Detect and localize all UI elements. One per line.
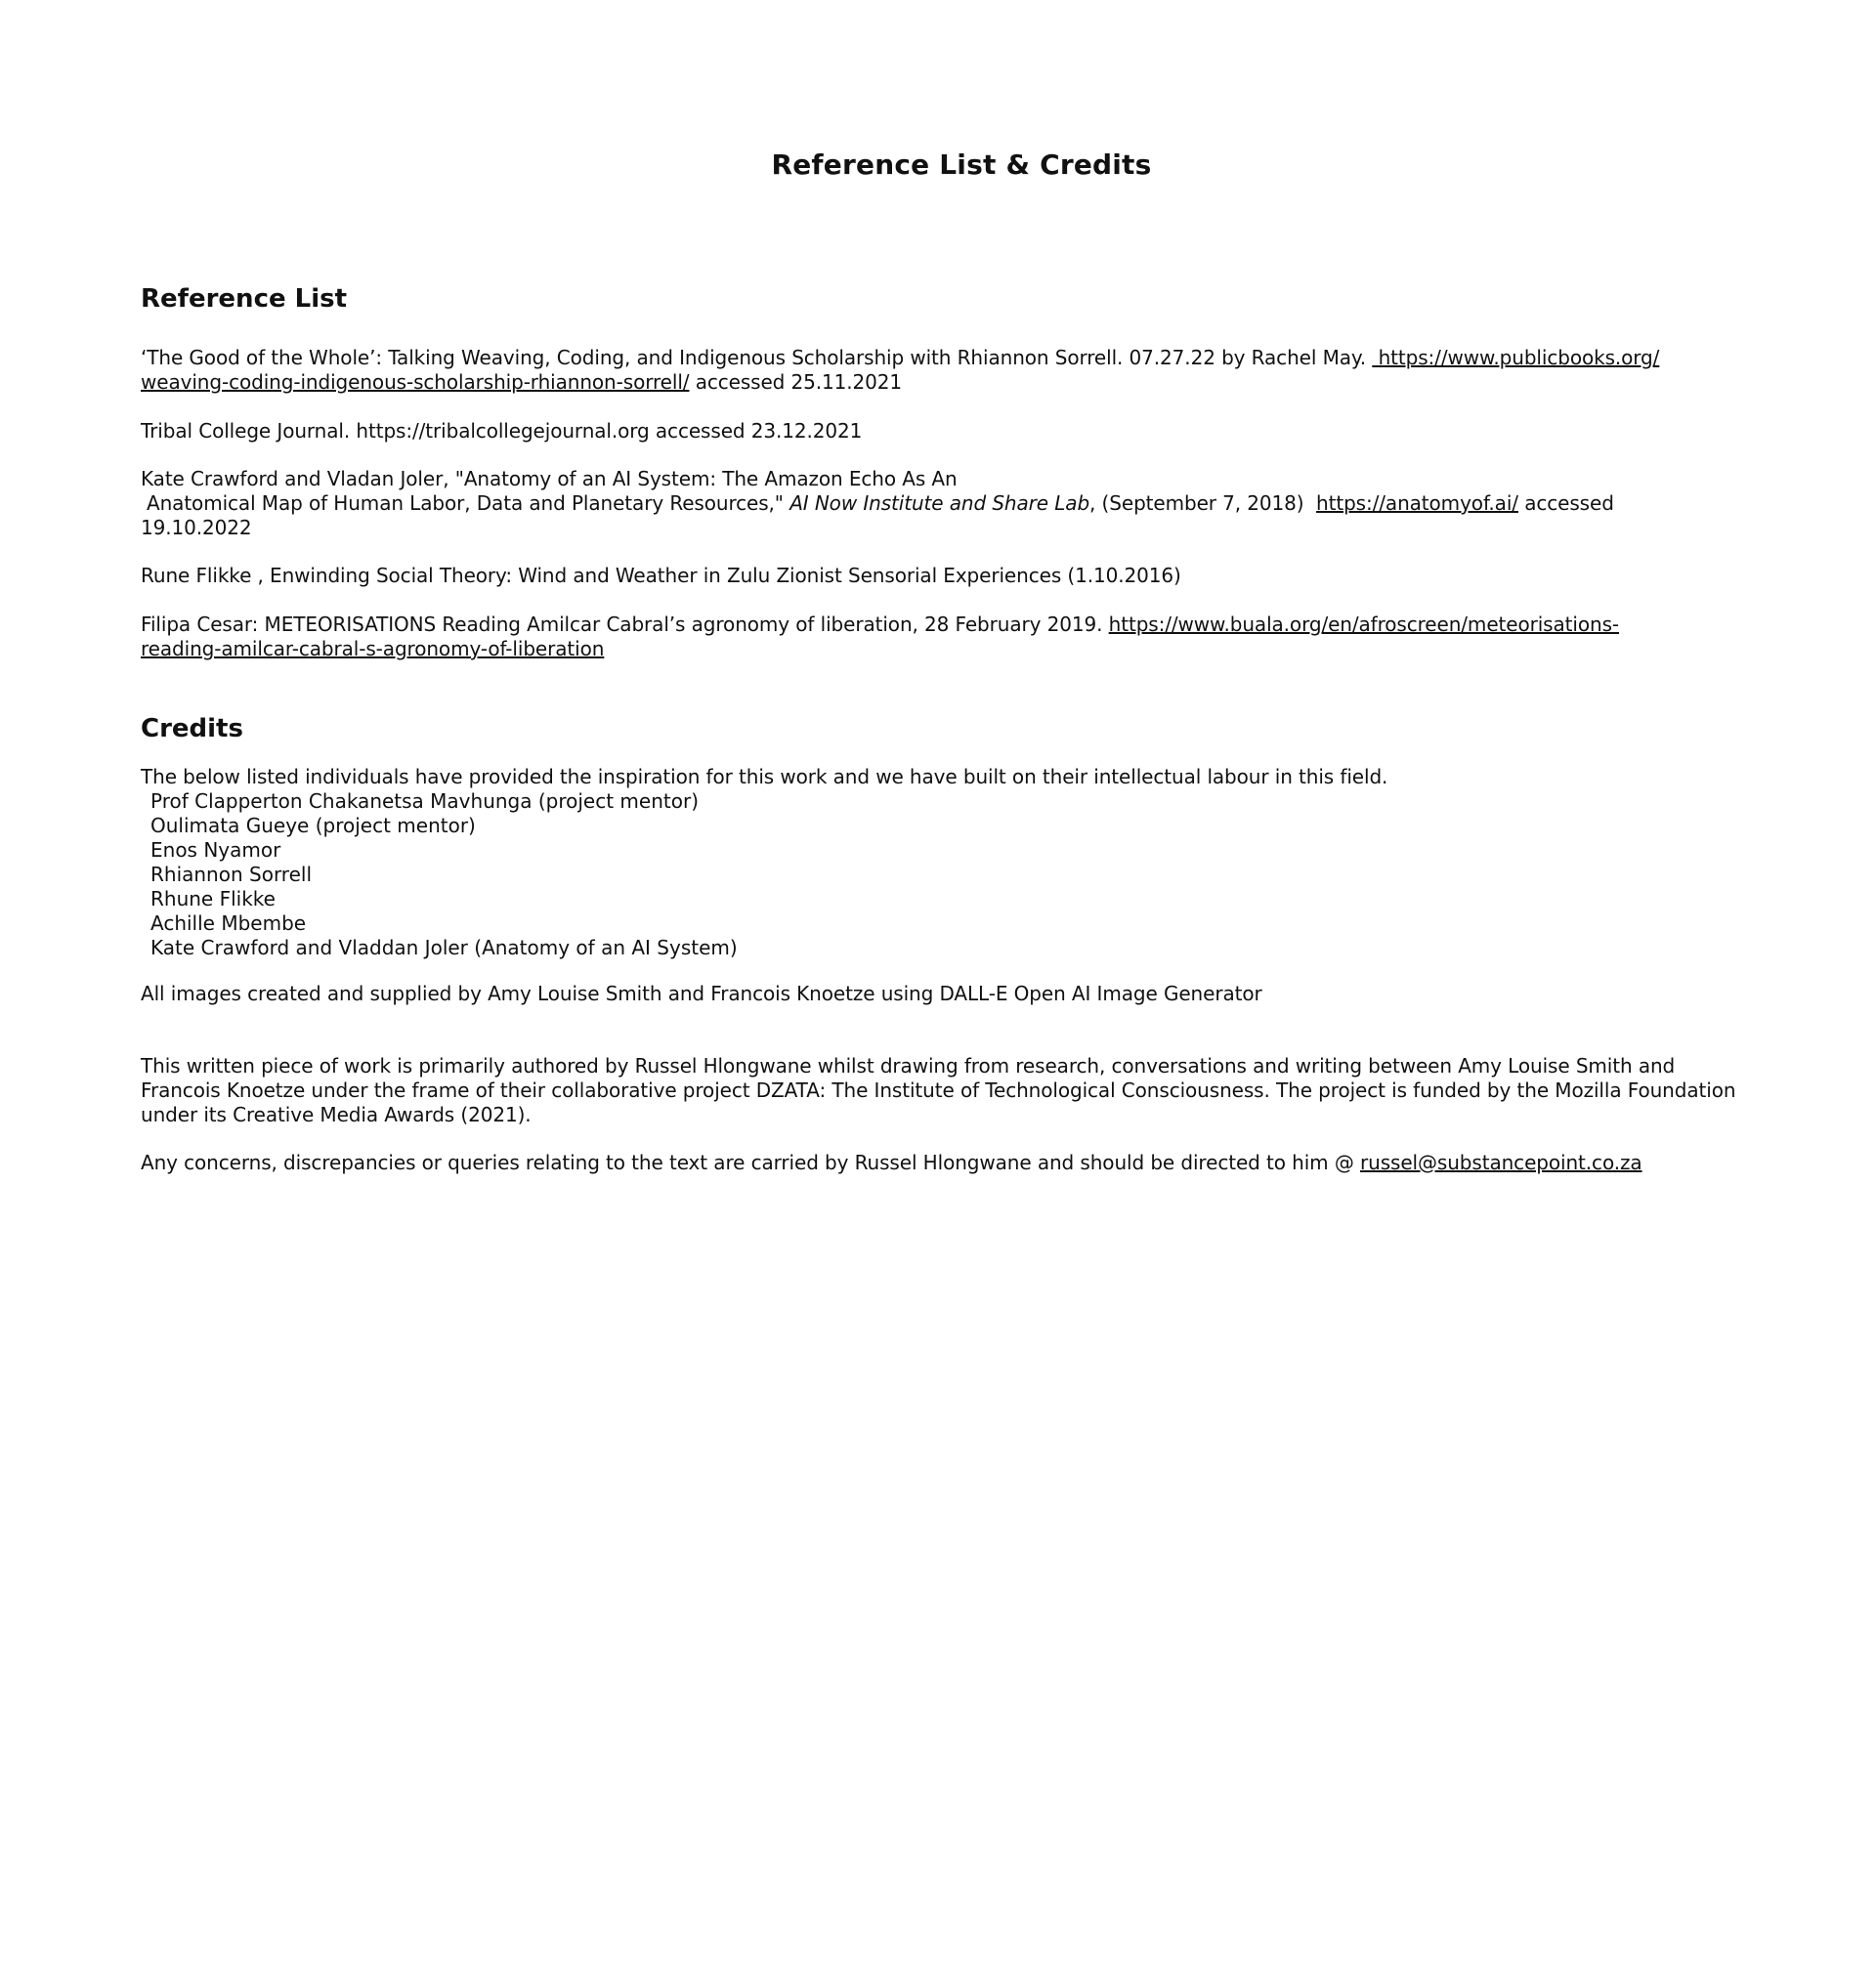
credits-name: Enos Nyamor [150,838,281,862]
credits-name: Rhiannon Sorrell [150,863,313,886]
reference-list-heading: Reference List [141,284,348,314]
reference-accessed: accessed [1524,491,1614,515]
credits-name: Rhune Flikke [150,887,276,910]
credits-name: Kate Crawford and Vladdan Joler (Anatomy of an AI System) [150,936,738,959]
authorship-statement: This written piece of work is primarily authored by Russel Hlongwane whilst drawing from research, conversations and writing between Amy Louise Smith and Francois Knoetze under the frame of their collaborative project DZATA: The Institute of Technological Consciousness. The project is funded by the Mozilla Foundation under its Creative Media Awards (2021). [141,1054,1736,1126]
page-title: Reference List & Credits [771,148,1152,181]
credits-name: Achille Mbembe [150,911,307,935]
reference-entry [141,419,1743,444]
reference-entry [141,346,1743,395]
reference-entry [141,467,1743,540]
reference-link[interactable]: https://www.buala.org/en/afroscreen/meteorisations- reading-amilcar-cabral-s-agronomy-of-liberation [141,613,1620,660]
reference-text: ‘The Good of the Whole’: Talking Weaving, Coding, and Indigenous Scholarship with Rhiannon Sorrell. 07.27.22 by Rachel May. [141,346,1367,369]
reference-text-line1: Kate Crawford and Vladan Joler, "Anatomy of an AI System: The Amazon Echo As An [141,467,958,490]
credits-heading: Credits [141,714,243,743]
credits-intro: The below listed individuals have provided the inspiration for this work and we have built on their intellectual labour in this field. [141,765,1388,788]
reference-entry [141,613,1743,661]
reference-accessed: accessed 25.11.2021 [695,370,903,394]
reference-date: , (September 7, 2018) [1089,491,1304,515]
concerns-text: Any concerns, discrepancies or queries relating to the text are carried by Russel Hlongwane and should be directed to him @ [141,1151,1354,1174]
reference-text: Tribal College Journal. https://tribalcollegejournal.org accessed 23.12.2021 [141,419,863,443]
contact-email-link[interactable]: russel@substancepoint.co.za [1360,1151,1642,1174]
reference-text: Rune Flikke , Enwinding Social Theory: Wind and Weather in Zulu Zionist Sensorial Experiences (1.10.2016) [141,564,1181,587]
concerns-statement [141,1151,1743,1175]
reference-text-line2: Anatomical Map of Human Labor, Data and Planetary Resources," [147,491,784,515]
reference-publisher: AI Now Institute and Share Lab [789,491,1090,515]
reference-link[interactable]: https://anatomyof.ai/ [1316,491,1518,515]
reference-accessed-date: 19.10.2022 [141,516,252,539]
reference-entry [141,564,1743,588]
credits-name: Oulimata Gueye (project mentor) [150,814,476,837]
images-credit: All images created and supplied by Amy Louise Smith and Francois Knoetze using DALL-E Open AI Image Generator [141,982,1262,1005]
credits-name: Prof Clapperton Chakanetsa Mavhunga (project mentor) [150,789,699,813]
reference-text: Filipa Cesar: METEORISATIONS Reading Amilcar Cabral’s agronomy of liberation, 28 February 2019. [141,613,1103,636]
credits-names-list [150,789,738,960]
reference-link[interactable]: https://www.publicbooks.org/ weaving-coding-indigenous-scholarship-rhiannon-sorrell/ [141,346,1660,394]
